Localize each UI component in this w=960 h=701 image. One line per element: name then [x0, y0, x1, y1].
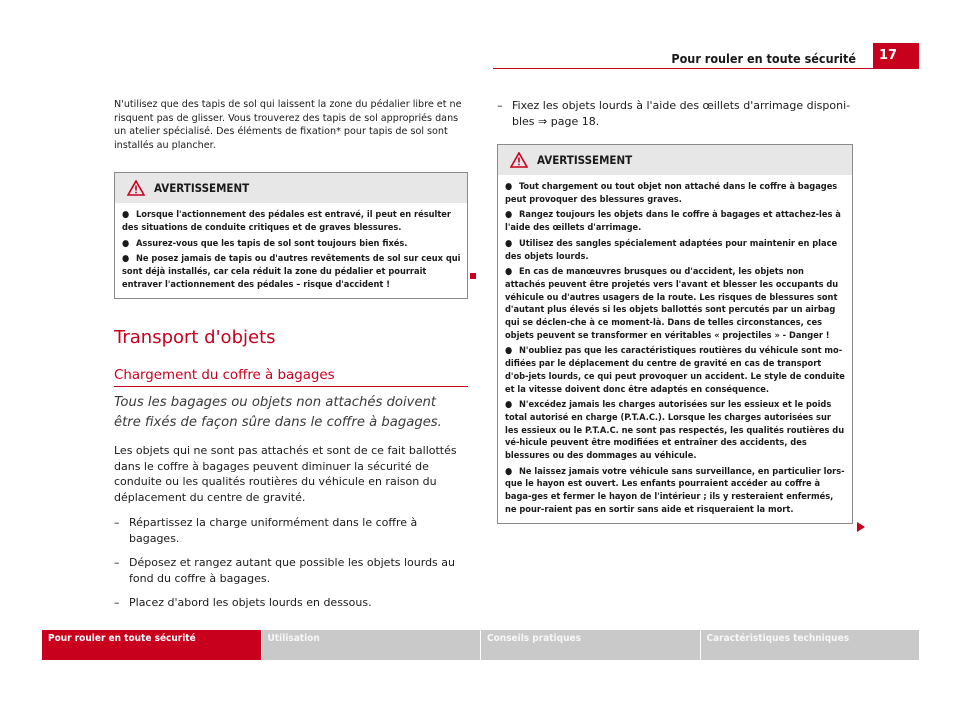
warning-item: ● Tout chargement ou tout objet non attaché dans le coffre à bagages peut provoquer des blessures graves.	[505, 181, 838, 205]
end-marker	[470, 273, 476, 279]
warning-item: ● Ne posez jamais de tapis ou d'autres revêtements de sol sur ceux qui sont déjà installés, car cela réduit la zone du pédalier et pourrait entraver l'actionnement des pédales – risque d'accident !	[122, 253, 461, 290]
warning-header	[115, 173, 467, 203]
continue-arrow-icon	[857, 522, 865, 532]
warning-item: ● N'excédez jamais les charges autorisées sur les essieux et le poids total autorisé en charge (P.T.A.C.). Lorsque les charges autorisées sur les essieux ou le P.T.A.C. ne sont pas respectés, les qualités routières du vé-hicule peuvent être modifiées et entraîner des accidents, des blessures ou des dommages au véhicule.	[505, 399, 845, 462]
warning-item: ● Lorsque l'actionnement des pédales est entravé, il peut en résulter des situations de conduite critiques et de graves blessures.	[122, 209, 451, 234]
warning-box-luggage	[497, 144, 853, 524]
warning-body	[115, 203, 467, 297]
step-item: – Fixez les objets lourds à l'aide des œillets d'arrimage disponi-bles ⇒ page 18.	[497, 99, 851, 128]
running-header: Pour rouler en toute sécurité	[671, 51, 856, 66]
step-item: – Placez d'abord les objets lourds en dessous.	[114, 596, 372, 609]
warning-body	[498, 175, 852, 523]
warning-item: ● N'oubliez pas que les caractéristiques routières du véhicule sont mo-difiées par le déplacement du centre de gravité en cas de transport d'ob-jets lourds, ce qui peut provoquer un accident. Le style de conduite et la vitesse doivent donc être adaptés en conséquence.	[505, 345, 845, 395]
tab-safety[interactable]: Pour rouler en toute sécurité	[42, 630, 261, 660]
warning-item: ● Ne laissez jamais votre véhicule sans surveillance, en particulier lors-que le hayon est ouvert. Les enfants pourraient accéder au coffre à baga-ges et fermer le hayon de l'intérieur ; ils y resteraient enfermés, ne pour-raient pas en sortir sans aide et risqueraient la mort.	[505, 465, 845, 515]
step-item: – Répartissez la charge uniformément dans le coffre à bagages.	[114, 516, 418, 545]
body-text	[114, 443, 466, 611]
body-paragraph: Les objets qui ne sont pas attachés et sont de ce fait ballottés dans le coffre à bagages peuvent diminuer la sécurité de conduite ou les qualités routières du véhicule en raison du déplacement du centre de gravité.	[114, 444, 457, 504]
section-title: Transport d'objets	[114, 327, 276, 348]
header-rule	[493, 68, 873, 69]
warning-item: ● En cas de manœuvres brusques ou d'accident, les objets non attachés peuvent être projetés vers l'avant et blesser les occupants du véhicule ou d'autres usagers de la route. Les risques de blessures sont d'autant plus élevés si les objets ballottés sont percutés par un airbag qui se déclen-che à ce moment-là. Dans de telles circonstances, ces objets peuvent se transformer en véritables « projectiles » - Danger !	[505, 266, 839, 341]
intro-italic: Tous les bagages ou objets non attachés doivent être fixés de façon sûre dans le coffre à bagages.	[114, 395, 442, 430]
warning-title: AVERTISSEMENT	[154, 181, 250, 196]
right-column	[497, 98, 853, 524]
warning-item: ● Utilisez des sangles spécialement adaptées pour maintenir en place des objets lourds.	[505, 237, 838, 262]
step-item: – Déposez et rangez autant que possible les objets lourds au fond du coffre à bagages.	[114, 556, 455, 585]
page-number: 17	[873, 43, 919, 69]
subsection-rule	[114, 386, 468, 387]
floor-mat-paragraph: N'utilisez que des tapis de sol qui laissent la zone du pédalier libre et ne risquent pas de glisser. Vous trouverez des tapis de sol appropriés dans un atelier spécialisé. Des éléments de fixation* pour tapis de sol sont installés au plancher.	[114, 99, 462, 151]
warning-title: AVERTISSEMENT	[537, 153, 633, 167]
warning-header	[498, 145, 852, 175]
subsection-title: Chargement du coffre à bagages	[114, 368, 335, 383]
warning-box-pedals	[114, 172, 468, 298]
left-column	[114, 98, 466, 299]
chapter-navigation	[42, 630, 919, 660]
warning-item: ● Rangez toujours les objets dans le coffre à bagages et attachez-les à l'aide des œillets d'arrimage.	[505, 209, 841, 234]
warning-item: ● Assurez-vous que les tapis de sol sont toujours bien fixés.	[122, 237, 408, 249]
warning-triangle-icon	[510, 152, 528, 168]
tab-technical-specs[interactable]: Caractéristiques techniques	[701, 630, 920, 660]
tab-operation[interactable]: Utilisation	[262, 630, 481, 660]
tab-practical-tips[interactable]: Conseils pratiques	[481, 630, 700, 660]
warning-triangle-icon	[127, 180, 145, 196]
